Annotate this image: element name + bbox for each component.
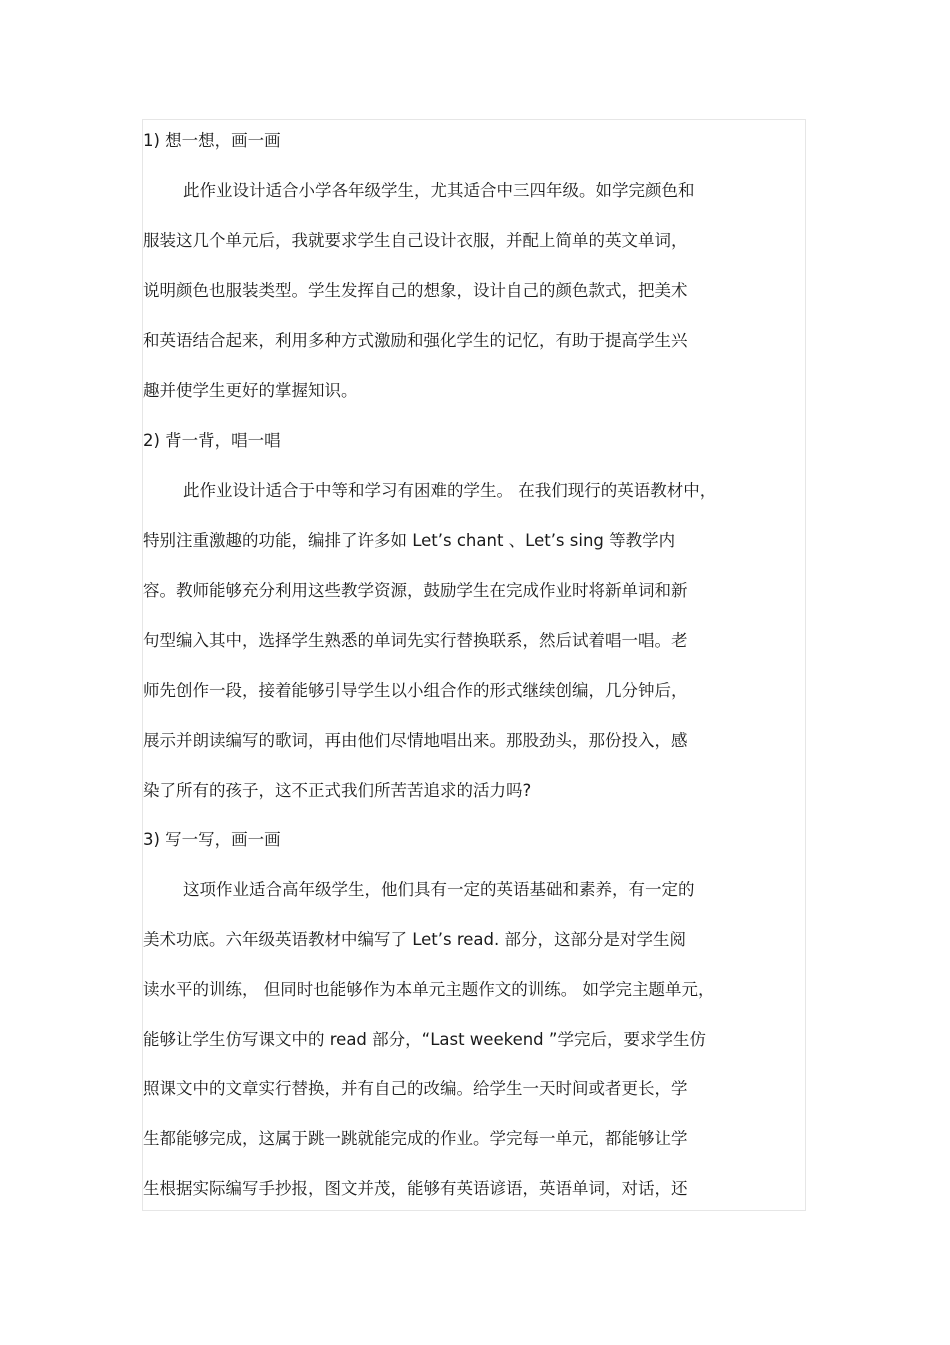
- paragraph-line: 这项作业适合高年级学生，他们具有一定的英语基础和素养，有一定的: [183, 880, 695, 899]
- heading-2: 2) 背一背，唱一唱: [143, 431, 281, 450]
- paragraph-line: 此作业设计适合于中等和学习有困难的学生。 在我们现行的英语教材中，: [183, 481, 717, 500]
- paragraph-line: 美术功底。六年级英语教材中编写了 Let’s read. 部分，这部分是对学生阅: [143, 930, 687, 949]
- heading-3: 3) 写一写，画一画: [143, 830, 281, 849]
- paragraph-line: 和英语结合起来，利用多种方式激励和强化学生的记忆，有助于提高学生兴: [143, 331, 688, 350]
- paragraph-line: 读水平的训练， 但同时也能够作为本单元主题作文的训练。 如学完主题单元，: [143, 980, 715, 999]
- paragraph-line: 趣并使学生更好的掌握知识。: [143, 381, 358, 400]
- paragraph-line: 生根据实际编写手抄报，图文并茂，能够有英语谚语，英语单词，对话，还: [143, 1179, 688, 1198]
- paragraph-line: 染了所有的孩子，这不正式我们所苦苦追求的活力吗?: [143, 781, 532, 800]
- paragraph-line: 生都能够完成，这属于跳一跳就能完成的作业。学完每一单元，都能够让学: [143, 1129, 688, 1148]
- heading-1: 1) 想一想，画一画: [143, 131, 281, 150]
- paragraph-line: 特别注重激趣的功能，编排了许多如 Let’s chant 、Let’s sing 等教学内: [143, 531, 676, 550]
- paragraph-line: 说明颜色也服装类型。学生发挥自己的想象，设计自己的颜色款式，把美术: [143, 281, 688, 300]
- paragraph-line: 能够让学生仿写课文中的 read 部分，“Last weekend ”学完后，要求学生仿: [143, 1030, 706, 1049]
- paragraph-line: 展示并朗读编写的歌词，再由他们尽情地唱出来。那股劲头，那份投入，感: [143, 731, 688, 750]
- paragraph-line: 服装这几个单元后，我就要求学生自己设计衣服，并配上简单的英文单词，: [143, 231, 688, 250]
- paragraph-line: 此作业设计适合小学各年级学生，尤其适合中三四年级。如学完颜色和: [183, 181, 695, 200]
- paragraph-line: 句型编入其中，选择学生熟悉的单词先实行替换联系，然后试着唱一唱。老: [143, 631, 688, 650]
- paragraph-line: 照课文中的文章实行替换，并有自己的改编。给学生一天时间或者更长，学: [143, 1079, 688, 1098]
- paragraph-line: 容。教师能够充分利用这些教学资源，鼓励学生在完成作业时将新单词和新: [143, 581, 688, 600]
- paragraph-line: 师先创作一段，接着能够引导学生以小组合作的形式继续创编，几分钟后，: [143, 681, 688, 700]
